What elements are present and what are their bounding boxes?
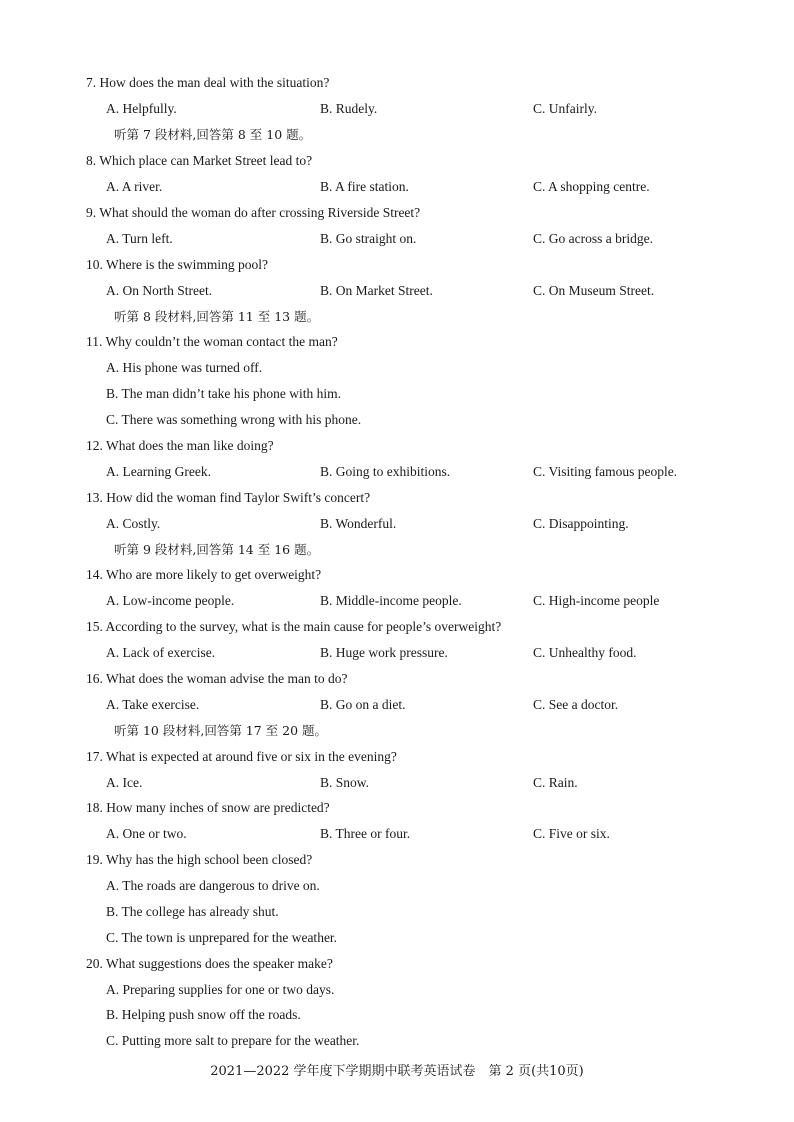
option-b: B. Three or four.	[320, 826, 411, 841]
option-b: B. Wonderful.	[320, 516, 397, 531]
option-b: B. Going to exhibitions.	[320, 464, 451, 479]
question-stem: 11. Why couldn’t the woman contact the man?	[86, 334, 338, 349]
option-a: A. The roads are dangerous to drive on.	[106, 878, 320, 893]
option-a: A. Take exercise.	[106, 697, 200, 712]
option-b: B. Huge work pressure.	[320, 645, 448, 660]
question-stem: 8. Which place can Market Street lead to?	[86, 153, 313, 168]
page-footer: 2021—2022 学年度下学期期中联考英语试卷 第 2 页(共10页)	[210, 1064, 584, 1079]
option-c: C. Rain.	[533, 775, 578, 790]
option-b: B. Helping push snow off the roads.	[106, 1007, 301, 1022]
option-a: A. Preparing supplies for one or two days.	[106, 982, 335, 997]
section-note: 听第 7 段材料,回答第 8 至 10 题。	[114, 127, 312, 142]
option-b: B. A fire station.	[320, 179, 409, 194]
option-b: B. Snow.	[320, 775, 370, 790]
question-stem: 20. What suggestions does the speaker make?	[86, 956, 333, 971]
question-stem: 14. Who are more likely to get overweight?	[86, 567, 322, 582]
option-c: C. Unfairly.	[533, 101, 597, 116]
option-c: C. See a doctor.	[533, 697, 619, 712]
question-stem: 13. How did the woman find Taylor Swift’s concert?	[86, 490, 371, 505]
option-b: B. Go straight on.	[320, 231, 417, 246]
option-b: B. The man didn’t take his phone with him.	[106, 386, 341, 401]
option-a: A. One or two.	[106, 826, 187, 841]
option-c: C. High-income people	[533, 593, 660, 608]
option-a: A. Ice.	[106, 775, 143, 790]
option-b: B. Rudely.	[320, 101, 378, 116]
question-stem: 17. What is expected at around five or six in the evening?	[86, 749, 397, 764]
option-a: A. Lack of exercise.	[106, 645, 216, 660]
option-c: C. Unhealthy food.	[533, 645, 637, 660]
option-a: A. Turn left.	[106, 231, 173, 246]
option-b: B. The college has already shut.	[106, 904, 279, 919]
section-note: 听第 10 段材料,回答第 17 至 20 题。	[114, 723, 328, 738]
option-a: A. A river.	[106, 179, 163, 194]
option-c: C. Go across a bridge.	[533, 231, 653, 246]
question-stem: 10. Where is the swimming pool?	[86, 257, 268, 272]
question-stem: 7. How does the man deal with the situation?	[86, 75, 330, 90]
option-a: A. Low-income people.	[106, 593, 235, 608]
option-c: C. Putting more salt to prepare for the weather.	[106, 1033, 360, 1048]
question-stem: 9. What should the woman do after crossing Riverside Street?	[86, 205, 421, 220]
section-note: 听第 9 段材料,回答第 14 至 16 题。	[114, 542, 320, 557]
option-c: C. The town is unprepared for the weather.	[106, 930, 338, 945]
option-c: C. On Museum Street.	[533, 283, 655, 298]
question-stem: 12. What does the man like doing?	[86, 438, 274, 453]
option-a: A. Learning Greek.	[106, 464, 211, 479]
option-c: C. A shopping centre.	[533, 179, 650, 194]
option-a: A. On North Street.	[106, 283, 213, 298]
option-a: A. His phone was turned off.	[106, 360, 263, 375]
question-stem: 19. Why has the high school been closed?	[86, 852, 313, 867]
option-c: C. Five or six.	[533, 826, 610, 841]
option-b: B. On Market Street.	[320, 283, 433, 298]
option-a: A. Helpfully.	[106, 101, 177, 116]
section-note: 听第 8 段材料,回答第 11 至 13 题。	[114, 309, 320, 324]
question-stem: 15. According to the survey, what is the main cause for people’s overweight?	[86, 619, 502, 634]
option-c: C. Visiting famous people.	[533, 464, 678, 479]
option-c: C. There was something wrong with his phone.	[106, 412, 362, 427]
option-a: A. Costly.	[106, 516, 161, 531]
question-stem: 18. How many inches of snow are predicted?	[86, 800, 330, 815]
option-b: B. Go on a diet.	[320, 697, 406, 712]
question-stem: 16. What does the woman advise the man to do?	[86, 671, 348, 686]
option-b: B. Middle-income people.	[320, 593, 462, 608]
option-c: C. Disappointing.	[533, 516, 629, 531]
